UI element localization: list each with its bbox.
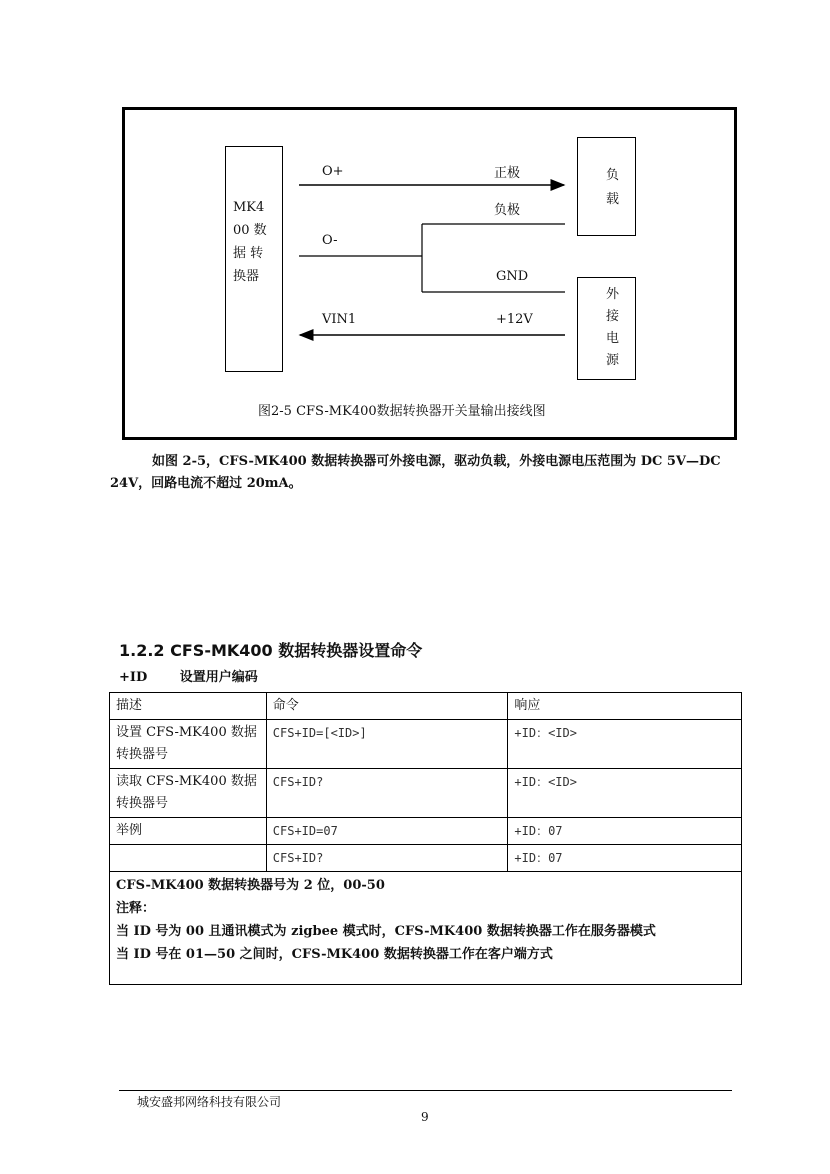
- table-notes-row: [110, 872, 742, 985]
- command-subheading: [119, 666, 286, 685]
- command-description: 设置用户编码: [179, 670, 258, 685]
- note-line: CFS-MK400 数据转换器号为 2 位，00-50: [116, 878, 385, 893]
- power-label-char: 外: [606, 287, 620, 302]
- converter-label-line: MK4: [233, 200, 265, 215]
- command-table: [109, 692, 742, 985]
- note-line: 当 ID 号为 00 且通讯模式为 zigbee 模式时，CFS-MK400 数据转换器工作在服务器模式: [116, 924, 656, 939]
- negative-label: 负极: [494, 203, 521, 218]
- o-minus-label: O-: [322, 233, 338, 248]
- load-label-char: 负: [606, 168, 620, 183]
- table-cell: 读取 CFS-MK400 数据转换器号: [110, 769, 267, 818]
- power-label-char: 接: [606, 309, 620, 324]
- power-label-char: 源: [606, 353, 620, 368]
- table-cell: +ID：07: [508, 845, 742, 872]
- note-line: 当 ID 号在 01—50 之间时，CFS-MK400 数据转换器工作在客户端方式: [116, 947, 553, 962]
- table-cell: +ID：<ID>: [508, 720, 742, 769]
- positive-label: 正极: [494, 166, 521, 181]
- footer-divider: [119, 1090, 732, 1091]
- plus12v-label: +12V: [496, 312, 533, 327]
- header-cell: 响应: [508, 693, 742, 720]
- vin1-label: VIN1: [322, 312, 357, 327]
- converter-label-line: 换器: [233, 269, 260, 284]
- load-label-char: 载: [606, 192, 620, 207]
- table-cell: CFS+ID=07: [266, 818, 508, 845]
- table-cell: [110, 845, 267, 872]
- footer-company: 城安盛邦网络科技有限公司: [137, 1095, 282, 1109]
- table-row: [110, 769, 742, 818]
- table-row: [110, 720, 742, 769]
- gnd-label: GND: [496, 269, 529, 284]
- header-cell: 描述: [110, 693, 267, 720]
- section-heading: 1.2.2 CFS-MK400 数据转换器设置命令: [119, 641, 423, 660]
- converter-label-line: 据 转: [233, 246, 264, 261]
- command-name: +ID: [119, 670, 148, 685]
- figure-caption: 图2-5 CFS-MK400数据转换器开关量输出接线图: [258, 404, 546, 419]
- converter-label-line: 00 数: [233, 223, 267, 238]
- o-plus-label: O+: [322, 164, 344, 179]
- table-cell: CFS+ID?: [266, 845, 508, 872]
- note-line: 注释：: [116, 901, 156, 916]
- table-cell: +ID：07: [508, 818, 742, 845]
- table-row: [110, 845, 742, 872]
- description-paragraph: 如图 2-5，CFS-MK400 数据转换器可外接电源，驱动负载，外接电源电压范围为 DC 5V—DC 24V，回路电流不超过 20mA。: [110, 454, 721, 491]
- power-label-char: 电: [606, 331, 620, 346]
- notes-cell: [110, 872, 742, 985]
- table-cell: 设置 CFS-MK400 数据转换器号: [110, 720, 267, 769]
- table-row: [110, 818, 742, 845]
- page-number: 9: [421, 1110, 429, 1124]
- table-cell: CFS+ID=[<ID>]: [266, 720, 508, 769]
- table-cell: CFS+ID?: [266, 769, 508, 818]
- header-cell: 命令: [266, 693, 508, 720]
- table-cell: 举例: [110, 818, 267, 845]
- table-cell: +ID：<ID>: [508, 769, 742, 818]
- table-header-row: [110, 693, 742, 720]
